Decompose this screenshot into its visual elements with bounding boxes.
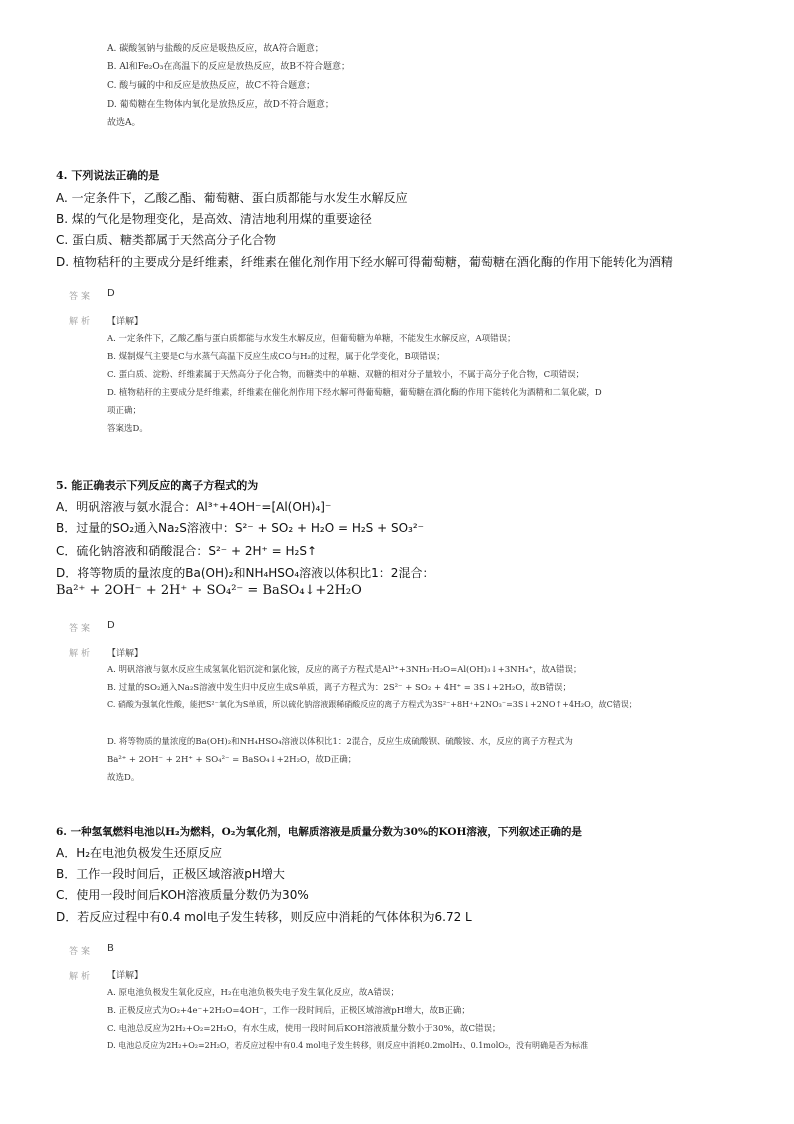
question-5-option-c: C．硫化钠溶液和硝酸混合：S²⁻ + 2H⁺ = H₂S↑: [56, 544, 318, 558]
question-6-explanation-line: B. 正极反应式为O₂+4e⁻+2H₂O=4OH⁻，工作一段时间后，正极区域溶液pH增大，故B正确；: [107, 1006, 470, 1016]
question-4-explanation-line: A. 一定条件下，乙酸乙酯与蛋白质都能与水发生水解反应，但葡萄糖为单糖，不能发生水解反应，A项错误；: [107, 334, 516, 344]
question-6-option-b: B．工作一段时间后，正极区域溶液pH增大: [56, 867, 285, 881]
question-6-option-c: C．使用一段时间后KOH溶液质量分数仍为30%: [56, 888, 309, 902]
question-4-explanation-line: D. 植物秸秆的主要成分是纤维素，纤维素在催化剂作用下经水解可得葡萄糖，葡萄糖在酒化酶的作用下能转化为酒精和二氧化碳，D: [107, 388, 602, 398]
question-4-explanation-line: 项正确；: [107, 406, 142, 416]
question-4-title: 4. 下列说法正确的是: [56, 169, 160, 182]
question-4-explanation-line: C. 蛋白质、淀粉、纤维素属于天然高分子化合物，而糖类中的单糖、双糖的相对分子量较小，不属于高分子化合物，C项错误；: [107, 370, 585, 380]
question-6-option-a: A．H₂在电池负极发生还原反应: [56, 846, 223, 860]
detail-heading: 【详解】: [107, 317, 144, 327]
question-4-answer: D: [107, 288, 115, 299]
question-5-explanation-line: Ba²⁺ + 2OH⁻ + 2H⁺ + SO₄²⁻ = BaSO₄↓+2H₂O，故D正确；: [107, 755, 357, 765]
answer-label: 答案: [69, 624, 94, 634]
question-5-explanation-line: A. 明矾溶液与氨水反应生成氢氧化铝沉淀和氯化铵，反应的离子方程式是Al³⁺+3NH₃·H₂O=Al(OH)₃↓+3NH₄⁺，故A错误；: [107, 665, 582, 675]
question-6-explanation-line: D. 电池总反应为2H₂+O₂=2H₂O，若反应过程中有0.4 mol电子发生转移，则反应中消耗0.2molH₂、0.1molO₂，没有明确是否为标准: [107, 1041, 589, 1050]
prev-explanation-line: C. 酸与碱的中和反应是放热反应，故C不符合题意；: [107, 81, 316, 91]
question-6-title: 6. 一种氢氧燃料电池以H₂为燃料，O₂为氧化剂，电解质溶液是质量分数为30%的KOH溶液，下列叙述正确的是: [56, 826, 582, 838]
question-4-explanation-line: B. 煤制煤气主要是C与水蒸气高温下反应生成CO与H₂的过程，属于化学变化，B项错误；: [107, 352, 445, 362]
question-4-option-a: A. 一定条件下，乙酸乙酯、葡萄糖、蛋白质都能与水发生水解反应: [56, 191, 408, 205]
prev-explanation-line: 故选A。: [107, 118, 141, 128]
question-4-explanation-line: 答案选D。: [107, 424, 148, 434]
question-6-answer: B: [107, 943, 114, 954]
prev-explanation-line: A. 碳酸氢钠与盐酸的反应是吸热反应，故A符合题意；: [107, 44, 324, 54]
answer-label: 答案: [69, 292, 94, 302]
prev-explanation-line: B. Al和Fe₂O₃在高温下的反应是放热反应，故B不符合题意；: [107, 62, 351, 72]
question-5-option-d-equation: Ba²⁺ + 2OH⁻ + 2H⁺ + SO₄²⁻ = BaSO₄↓+2H₂O: [56, 583, 362, 598]
question-4-option-b: B. 煤的气化是物理变化，是高效、清洁地利用煤的重要途径: [56, 212, 372, 226]
question-5-option-a: A．明矾溶液与氨水混合：Al³⁺+4OH⁻=[Al(OH)₄]⁻: [56, 500, 332, 514]
analysis-label: 解析: [69, 972, 94, 982]
prev-explanation-line: D. 葡萄糖在生物体内氧化是放热反应，故D不符合题意；: [107, 100, 334, 110]
question-4-option-d: D. 植物秸秆的主要成分是纤维素，纤维素在催化剂作用下经水解可得葡萄糖，葡萄糖在酒化酶的作用下能转化为酒精: [56, 255, 673, 269]
question-5-explanation-line: B. 过量的SO₂通入Na₂S溶液中发生归中反应生成S单质，离子方程式为：2S²⁻ + SO₂ + 4H⁺ = 3S↓+2H₂O，故B错误；: [107, 683, 572, 693]
question-6-explanation-line: A. 原电池负极发生氧化反应，H₂在电池负极失电子发生氧化反应，故A错误；: [107, 988, 400, 998]
question-5-explanation-line: D. 将等物质的量浓度的Ba(OH)₂和NH₄HSO₄溶液以体积比1：2混合，反应生成硫酸钡、硫酸铵、水，反应的离子方程式为: [107, 737, 573, 747]
question-4-option-c: C. 蛋白质、糖类都属于天然高分子化合物: [56, 233, 277, 247]
question-5-explanation-line: 故选D。: [107, 773, 140, 783]
question-5-answer: D: [107, 620, 115, 631]
detail-heading: 【详解】: [107, 971, 144, 981]
analysis-label: 解析: [69, 317, 94, 327]
question-5-option-b: B．过量的SO₂通入Na₂S溶液中：S²⁻ + SO₂ + H₂O = H₂S + SO₃²⁻: [56, 521, 424, 535]
detail-heading: 【详解】: [107, 649, 144, 659]
question-6-explanation-line: C. 电池总反应为2H₂+O₂=2H₂O，有水生成，使用一段时间后KOH溶液质量分数小于30%，故C错误；: [107, 1024, 501, 1034]
question-5-title: 5. 能正确表示下列反应的离子方程式的为: [56, 479, 259, 492]
analysis-label: 解析: [69, 649, 94, 659]
question-5-option-d: D．将等物质的量浓度的Ba(OH)₂和NH₄HSO₄溶液以体积比1：2混合：: [56, 566, 435, 580]
answer-label: 答案: [69, 947, 94, 957]
question-5-explanation-line: C. 硝酸为强氧化性酸，能把S²⁻氧化为S单质，所以硫化钠溶液跟稀硝酸反应的离子方程式为3S²⁻+8H⁺+2NO₃⁻=3S↓+2NO↑+4H₂O，故C错误；: [107, 700, 637, 709]
question-6-option-d: D．若反应过程中有0.4 mol电子发生转移，则反应中消耗的气体体积为6.72 L: [56, 910, 472, 924]
